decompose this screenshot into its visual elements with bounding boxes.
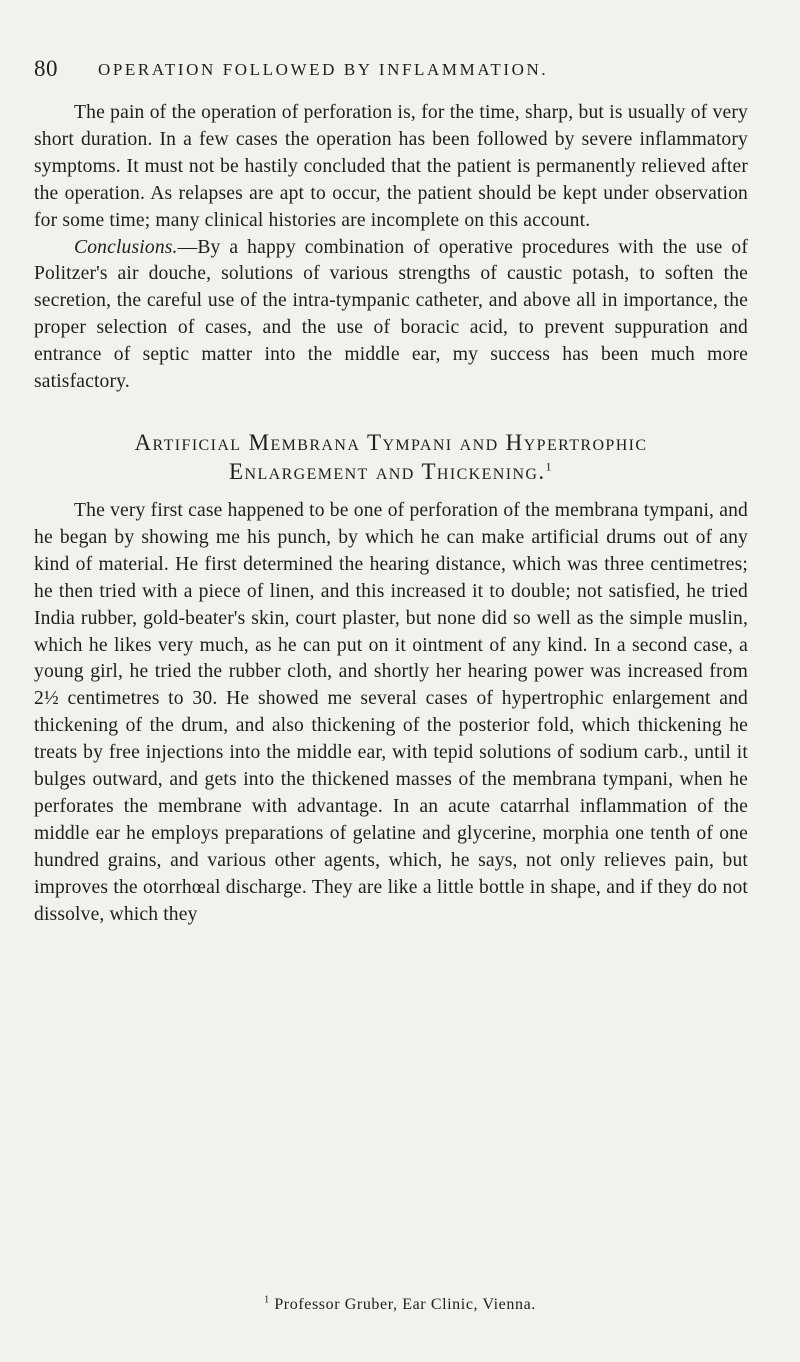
paragraph-conclusions xyxy=(34,235,748,396)
footnote-text: Professor Gruber, Ear Clinic, Vienna. xyxy=(274,1296,536,1313)
conclusions-label: Conclusions. xyxy=(74,236,178,258)
footnote-reference: 1 xyxy=(545,459,553,474)
footnote-marker: 1 xyxy=(264,1294,270,1306)
section-heading xyxy=(34,428,748,486)
footnote xyxy=(0,1296,800,1314)
page-number: 80 xyxy=(34,56,58,81)
section-heading-line-2 xyxy=(34,457,748,486)
section-heading-line-1: Artificial Membrana Tympani and Hypertrophic xyxy=(134,429,648,455)
running-head: OPERATION FOLLOWED BY INFLAMMATION. xyxy=(98,60,549,79)
section-heading-line-2-text: Enlargement and Thickening. xyxy=(229,458,546,484)
page-header xyxy=(34,56,746,86)
body-text xyxy=(34,100,748,928)
conclusions-text: —By a happy combination of operative procedures with the use of Politzer's air douche, solutions of various strengths of caustic potash, to soften the secretion, the careful use of the intra-tympanic catheter, and above all in importance, the proper selection of cases, and the use of boracic acid, to prevent suppuration and entrance of septic matter into the middle ear, my success has been much more satisfactory. xyxy=(34,236,748,393)
paragraph-pain-of-operation: The pain of the operation of perforation is, for the time, sharp, but is usually of very short duration. In a few cases the operation has been followed by severe inflammatory symptoms. It must not be hastily concluded that the patient is permanently relieved after the operation. As relapses are apt to occur, the patient should be kept under observation for some time; many clinical histories are incomplete on this account. xyxy=(34,102,748,231)
paragraph-first-case: The very first case happened to be one of perforation of the membrana tympani, and he began by showing me his punch, by which he can make artificial drums out of any kind of material. He first determined the hearing distance, which was three centimetres; he then tried with a piece of linen, and this increased it to double; not satisfied, he tried India rubber, gold-beater's skin, court plaster, but none did so well as the simple muslin, which he likes very much, as he can put on it ointment of any kind. In a second case, a young girl, he tried the rubber cloth, and shortly her hearing power was increased from 2½ centimetres to 30. He showed me several cases of hypertrophic enlargement and thickening of the drum, and also thickening of the posterior fold, which thickening he treats by free injections into the middle ear, with tepid solutions of sodium carb., until it bulges outward, and gets into the thickened masses of the membrana tympani, when he perforates the membrane with advantage. In an acute catarrhal inflammation of the middle ear he employs preparations of gelatine and glycerine, morphia one tenth of one hundred grains, and various other agents, which, he says, not only relieves pain, but improves the otorrhœal discharge. They are like a little bottle in shape, and if they do not dissolve, which they xyxy=(34,499,748,925)
